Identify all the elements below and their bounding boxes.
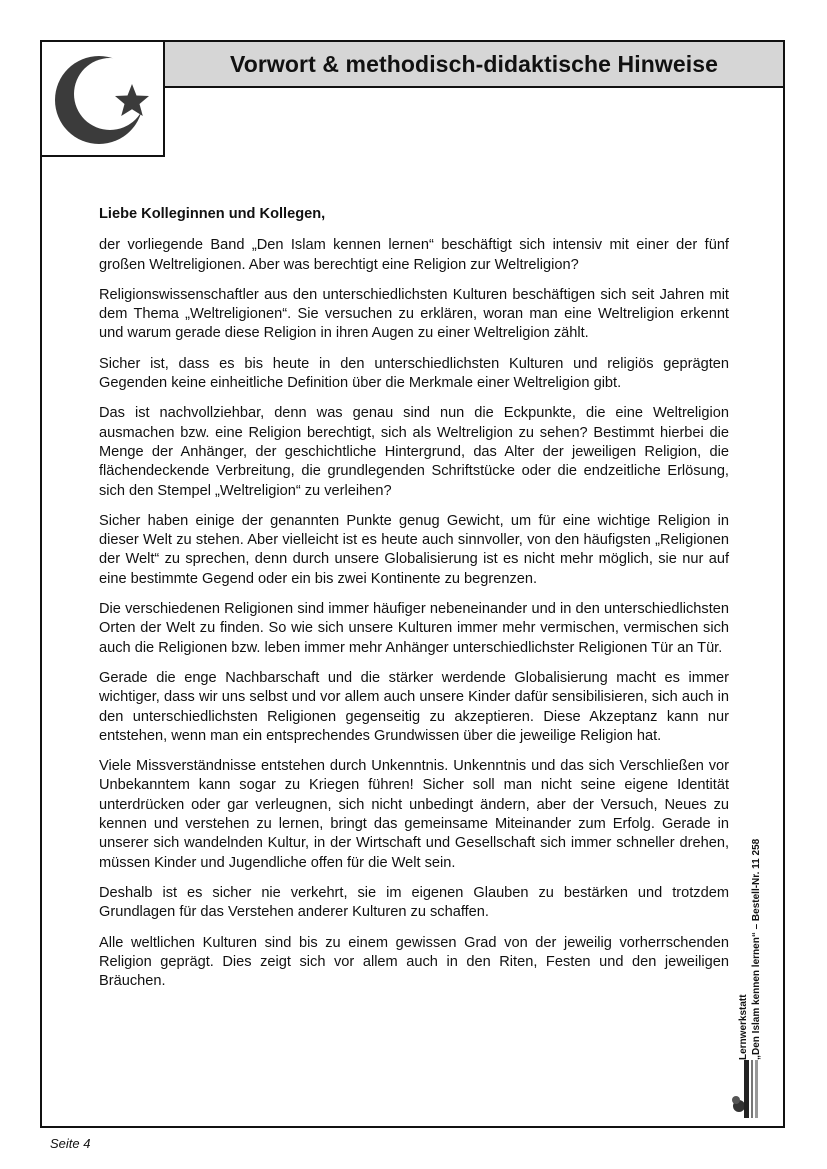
paragraph: Viele Missverständnisse entstehen durch Unkenntnis. Unkenntnis und das sich Verschließen vor Unbekanntem kann sogar zu Kriegen führen! Sicher soll man nicht seine eigene Identität unterdrücken oder gar verleugnen, sich nicht unbedingt ändern, aber der Versuch, Neues zu kennen und verstehen zu lernen, bringt das gemeinsame Miteinander zum Erfolg. Gerade in unserer sich wandelnden Kultur, in der Wirtschaft und Gesellschaft sich immer schneller drehen, müssen Kinder und Jugendliche offen für die Welt sein. <box>99 758 729 871</box>
paragraph: Das ist nachvollziehbar, denn was genau sind nun die Eckpunkte, die eine Weltreligion ausmachen bzw. eine Religion berechtigt, sich als Weltreligion zu sehen? Bestimmt hierbei die Menge der Anhänger, der geschichtliche Hintergrund, das Alter der jeweiligen Religion, die flächendeckende Verbreitung, die grundlegenden Schriftstücke oder die endzeitliche Erlösung, sich den Stempel „Weltreligion“ zu verleihen? <box>99 405 729 499</box>
side-imprint <box>738 770 808 1060</box>
page-number: Seite 4 <box>50 1136 91 1151</box>
paragraph: Die verschiedenen Religionen sind immer häufiger nebeneinander und in den unterschiedlichsten Orten der Welt zu finden. So wie sich unsere Kulturen immer mehr vermischen, vermischen sich auch die Religionen bzw. leben immer mehr Anhänger unterschiedlichster Religionen Tür an Tür. <box>99 601 729 656</box>
paragraph: Alle weltlichen Kulturen sind bis zu einem gewissen Grad von der jeweilig vorherrschenden Religion geprägt. Dies zeigt sich vor allem auch in den Riten, Festen und den jeweiligen Bräuchen. <box>99 934 729 990</box>
paragraph: der vorliegende Band „Den Islam kennen lernen“ beschäftigt sich intensiv mit einer der fünf großen Weltreligionen. Aber was berechtigt eine Religion zur Weltreligion? <box>99 237 729 273</box>
crescent-star-icon <box>52 54 152 146</box>
paragraph: Sicher haben einige der genannten Punkte genug Gewicht, um für eine wichtige Religion in dieser Welt zu stehen. Aber vielleicht ist es heute auch sinnvoller, von den häufigsten „Religionen der Welt“ zu sprechen, denn durch unsere Globalisierung ist es nicht mehr möglich, sie nur auf eine bestimmte Gegend oder ein bis zwei Kontinente zu begrenzen. <box>99 512 729 587</box>
paragraph: Sicher ist, dass es bis heute in den unterschiedlichsten Kulturen und religiös geprägten Gegenden keine einheitliche Definition über die Merkmale einer Weltreligion gibt. <box>99 355 729 392</box>
paragraph: Deshalb ist es sicher nie verkehrt, sie im eigenen Glauben zu bestärken und trotzdem Grundlagen für das Verstehen anderer Kulturen zu schaffen. <box>99 884 729 921</box>
logo-box <box>40 40 165 157</box>
greeting: Liebe Kolleginnen und Kollegen, <box>99 206 326 222</box>
title-bar <box>163 40 785 88</box>
body-text <box>99 205 729 1002</box>
publisher-logo <box>731 1050 761 1122</box>
page-title: Vorwort & methodisch-didaktische Hinweise <box>229 50 719 77</box>
paragraph: Religionswissenschaftler aus den unterschiedlichsten Kulturen beschäftigen sich seit Jahren mit dem Thema „Weltreligionen“. Sie versuchen zu erklären, woran man eine Weltreligion erkennt und warum gerade diese Religion in ihren Augen zu einer Weltreligion zählt. <box>99 286 729 342</box>
imprint-title: „Den Islam kennen lernen“ – Bestell-Nr. 11 258 <box>750 838 762 1060</box>
imprint-series: Lernwerkstatt <box>738 994 749 1060</box>
paragraph: Gerade die enge Nachbarschaft und die stärker werdende Globalisierung macht es immer wichtiger, dass wir uns selbst und vor allem auch unsere Kinder dafür sensibilisieren, sich auch in den unterschiedlichsten Religionen gegenseitig zu akzeptieren. Diese Akzeptanz kann nur entstehen, wenn man ein entsprechendes Grundwissen über die jeweilige Religion hat. <box>99 669 729 744</box>
